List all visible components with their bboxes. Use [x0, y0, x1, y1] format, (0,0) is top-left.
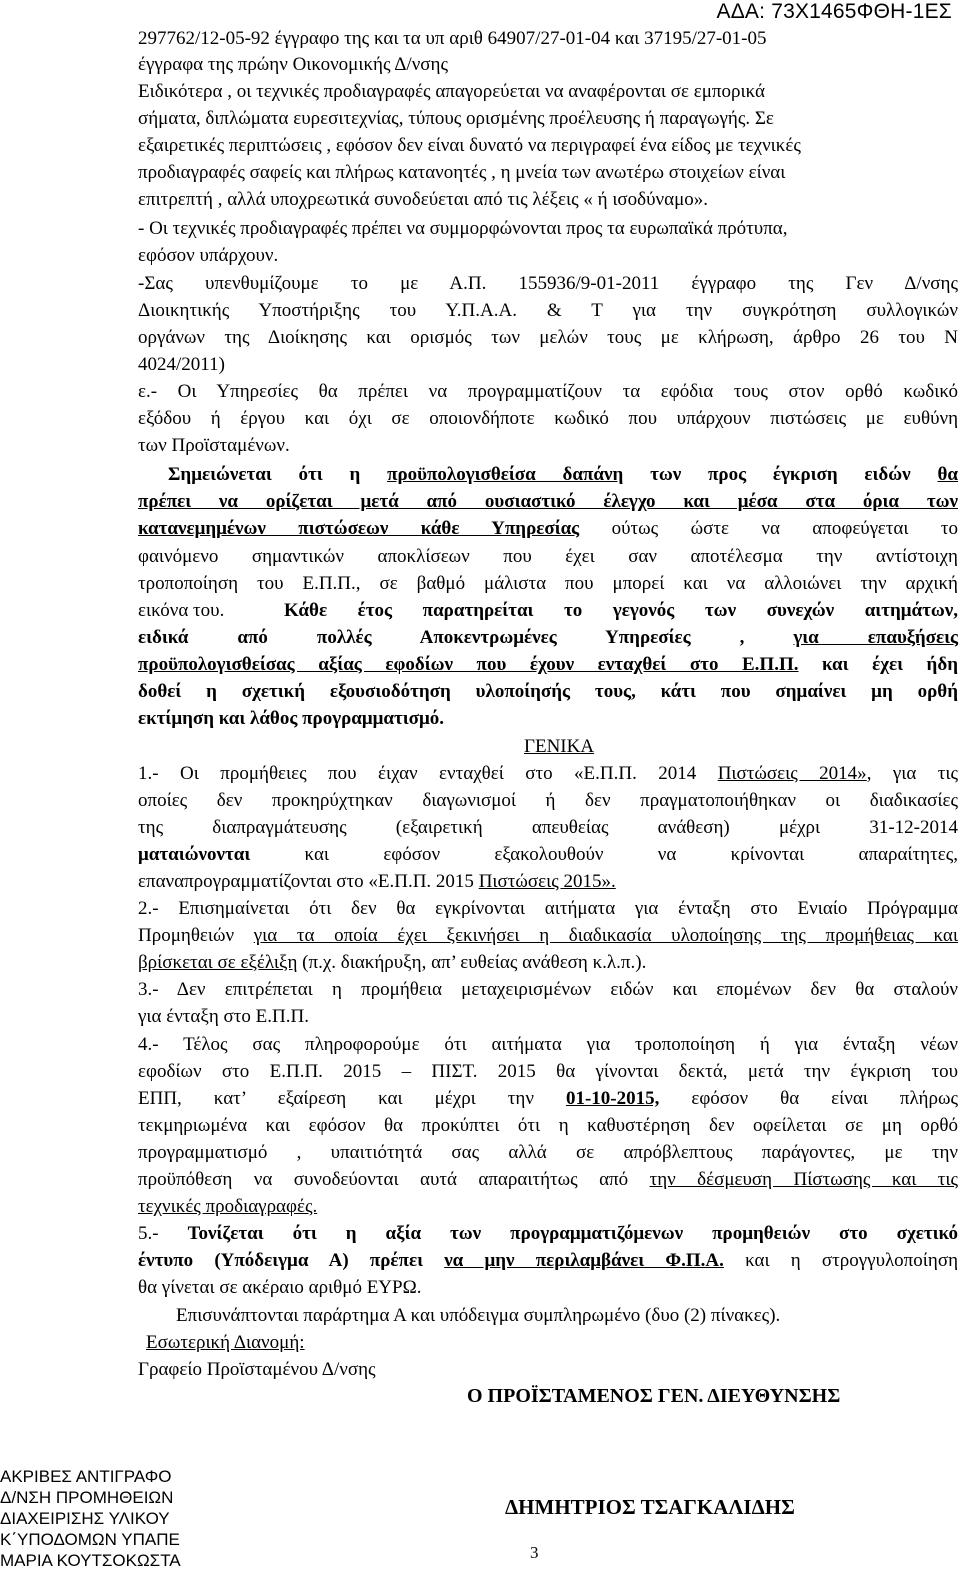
stamp-line: ΑΚΡΙΒΕΣ ΑΝΤΙΓΡΑΦΟ — [0, 1467, 172, 1486]
text-line: εφόσον υπάρχουν. — [138, 245, 279, 266]
text-line: εξόδου ή έργου και όχι σε οποιονδήποτε κωδικό που υπάρχουν πιστώσεις με ευθύνη — [138, 408, 958, 429]
distribution-heading: Εσωτερική Διανομή: — [146, 1332, 305, 1353]
text-line: -Σας υπενθυμίζουμε το με Α.Π. 155936/9-01-2011 έγγραφο της Γεν Δ/νσης — [138, 273, 958, 294]
stamp-line: ΔΙΑΧΕΙΡΙΣΗΣ ΥΛΙΚΟΥ — [0, 1509, 170, 1528]
text-span: ματαιώνονται — [138, 844, 251, 865]
text-span: Σημειώνεται ότι η — [168, 464, 388, 485]
text-span: προϋπολογισθείσας αξίας εφοδίων που έχουν ενταχθεί στο Ε.Π.Π. — [138, 654, 799, 675]
text-line: για ένταξη στο Ε.Π.Π. — [138, 1006, 309, 1027]
text-line — [138, 1223, 958, 1245]
text-line: της διαπραγμάτευσης (εξαιρετική απευθείας ανάθεση) μέχρι 31-12-2014 — [138, 817, 958, 838]
text-line: οποίες δεν προκηρύχτηκαν διαγωνισμοί ή δεν πραγματοποιήθηκαν οι διαδικασίες — [138, 790, 958, 811]
text-line: εφοδίων στο Ε.Π.Π. 2015 – ΠΙΣΤ. 2015 θα γίνονται δεκτά, μετά την έγκριση του — [138, 1061, 958, 1082]
text-line: Ειδικότερα , οι τεχνικές προδιαγραφές απαγορεύεται να αναφέρονται σε εμπορικά — [138, 81, 765, 102]
text-line — [168, 464, 958, 486]
text-span: κατανεμημένων πιστώσεων κάθε Υπηρεσίας — [138, 518, 580, 539]
text-line — [138, 871, 616, 893]
text-line: πρέπει να ορίζεται μετά από ουσιαστικό έλεγχο και μέσα στα όρια των — [138, 491, 958, 512]
text-span: για τα οποία έχει ξεκινήσει η διαδικασία υλοποίησης της προμήθειας και — [253, 925, 958, 946]
text-span: έντυπο (Υπόδειγμα Α) πρέπει — [138, 1250, 445, 1271]
text-span: ούτως ώστε να αποφεύγεται το — [579, 518, 958, 539]
text-line: 2.- Επισημαίνεται ότι δεν θα εγκρίνονται αιτήματα για ένταξη στο Ενιαίο Πρόγραμμα — [138, 898, 958, 919]
text-line: 4024/2011) — [138, 354, 225, 375]
text-span: και έχει ήδη — [798, 654, 958, 675]
text-span: εφόσον θα είναι πλήρως — [659, 1088, 958, 1109]
text-span: την δέσμευση Πίστωσης και τις — [649, 1169, 958, 1190]
text-line — [138, 518, 958, 540]
signatory-name: ΔΗΜΗΤΡΙΟΣ ΤΣΑΓΚΑΛΙΔΗΣ — [505, 1495, 795, 1519]
text-line: φαινόμενο σημαντικών αποκλίσεων που έχει σαν αποτέλεσμα την αντίστοιχη — [138, 546, 958, 567]
text-line: 3.- Δεν επιτρέπεται η προμήθεια μεταχειρισμένων ειδών και επομένων δεν θα σταλούν — [138, 979, 958, 1000]
page-number: 3 — [530, 1543, 539, 1562]
text-line: Επισυνάπτονται παράρτημα Α και υπόδειγμα συμπληρωμένο (δυο (2) πίνακες). — [176, 1305, 781, 1326]
stamp-line: Δ/ΝΣΗ ΠΡΟΜΗΘΕΙΩΝ — [0, 1488, 174, 1507]
text-span: επαναπρογραμματίζονται στο «Ε.Π.Π. 2015 — [138, 871, 479, 892]
text-line: των Προϊσταμένων. — [138, 435, 290, 456]
text-line: δοθεί η σχετική εξουσιοδότηση υλοποίησής τους, κάτι που σημαίνει μη ορθή — [138, 681, 958, 702]
text-line — [138, 1250, 958, 1272]
text-span: προϋπόθεση να συνοδεύονται αυτά απαραιτήτως από — [138, 1169, 650, 1190]
text-line: - Οι τεχνικές προδιαγραφές πρέπει να συμμορφώνονται προς τα ευρωπαϊκά πρότυπα, — [138, 218, 788, 239]
text-span: Προμηθειών — [138, 925, 254, 946]
text-span: 01-10-2015, — [565, 1088, 660, 1109]
text-line: τεχνικές προδιαγραφές. — [138, 1196, 318, 1217]
text-span: ειδικά από πολλές Αποκεντρωμένες Υπηρεσίες , — [138, 627, 794, 648]
text-line: εξαιρετικές περιπτώσεις , εφόσον δεν είναι δυνατό να περιγραφεί ένα είδος με τεχνικές — [138, 135, 801, 156]
text-line — [138, 925, 958, 947]
text-span: ΕΠΠ, κατ’ εξαίρεση και μέχρι την — [138, 1088, 566, 1109]
text-span: για επαυξήσεις — [793, 627, 959, 648]
text-span: των προς έγκριση ειδών — [623, 464, 938, 485]
copy-stamp — [0, 1466, 181, 1571]
text-line: τροποποίηση του Ε.Π.Π., σε βαθμό μάλιστα που μπορεί και να αλλοιώνει την αρχική — [138, 573, 958, 594]
text-span: Τονίζεται ότι η αξία των προγραμματιζόμενων προμηθειών στο σχετικό — [187, 1223, 958, 1244]
text-line: έγγραφα της πρώην Οικονομικής Δ/νσης — [138, 54, 448, 75]
text-line — [138, 844, 958, 866]
text-line: προγραμματισμό , υπαιτιότητά σας αλλά σε απρόβλεπτους παράγοντες, με την — [138, 1142, 958, 1163]
text-span: Πιστώσεις 2015». — [478, 871, 616, 892]
text-span: , για τις — [866, 763, 959, 784]
text-span: και η στρογγυλοποίηση — [723, 1250, 959, 1271]
text-line: προδιαγραφές σαφείς και πλήρως κατανοητές , η μνεία των ανωτέρω στοιχείων είναι — [138, 162, 786, 183]
text-line: 297762/12-05-92 έγγραφο της και τα υπ αριθ 64907/27-01-04 και 37195/27-01-05 — [138, 28, 767, 49]
text-line — [138, 1088, 958, 1110]
text-line: Γραφείο Προϊσταμένου Δ/νσης — [138, 1359, 376, 1380]
text-span: 5.- — [138, 1223, 188, 1244]
text-span: και εφόσον εξακολουθούν να κρίνονται απαραίτητες, — [250, 844, 958, 865]
text-span: Πιστώσεις 2014» — [717, 763, 867, 784]
text-line: εικόνα του. — [138, 600, 225, 621]
text-line: τεκμηριωμένα και εφόσον θα προκύπτει ότι η καθυστέρηση δεν οφείλεται σε μη ορθό — [138, 1115, 958, 1136]
text-line — [138, 654, 958, 676]
text-line: οργάνων της Διοίκησης και ορισμός των μελών τους με κλήρωση, άρθρο 26 του Ν — [138, 327, 958, 348]
stamp-line: Κ΄ΥΠΟΔΟΜΩΝ ΥΠΑΠΕ — [0, 1530, 180, 1549]
text-line: ε.- Οι Υπηρεσίες θα πρέπει να προγραμματίζουν τα εφόδια τους στον ορθό κωδικό — [138, 381, 958, 402]
text-span: να μην περιλαμβάνει Φ.Π.Α. — [444, 1250, 724, 1271]
text-line: σήματα, διπλώματα ευρεσιτεχνίας, τύπους ορισμένης προέλευσης ή παραγωγής. Σε — [138, 108, 774, 129]
text-line — [138, 763, 958, 785]
text-line: Κάθε έτος παρατηρείται το γεγονός των συνεχών αιτημάτων, — [284, 600, 958, 621]
ada-header: ΑΔΑ: 73Χ1465ΦΘΗ-1ΕΣ — [716, 0, 952, 23]
text-line — [138, 952, 646, 974]
text-span: θα — [937, 464, 958, 485]
text-span: βρίσκεται σε εξέλιξη — [138, 952, 298, 973]
text-span: 1.- Οι προμήθειες που έιχαν ενταχθεί στο «Ε.Π.Π. 2014 — [138, 763, 718, 784]
signatory-title: Ο ΠΡΟΪΣΤΑΜΕΝΟΣ ΓΕΝ. ΔΙΕΥΘΥΝΣΗΣ — [467, 1385, 841, 1407]
text-span: (π.χ. διακήρυξη, απ’ ευθείας ανάθεση κ.λ.π.). — [297, 952, 647, 973]
text-line — [138, 627, 958, 649]
stamp-line: ΜΑΡΙΑ ΚΟΥΤΣΟΚΩΣΤΑ — [0, 1551, 181, 1570]
text-span: προϋπολογισθείσα δαπάνη — [387, 464, 624, 485]
text-line: επιτρεπτή , αλλά υποχρεωτικά συνοδεύεται από τις λέξεις « ή ισοδύναμο». — [138, 189, 709, 210]
text-line: εκτίμηση και λάθος προγραμματισμό. — [138, 708, 445, 729]
text-line — [138, 1169, 958, 1191]
text-line: Διοικητικής Υποστήριξης του Υ.Π.Α.Α. & Τ για την συγκρότηση συλλογικών — [138, 300, 958, 321]
text-line: θα γίνεται σε ακέραιο αριθμό ΕΥΡΩ. — [138, 1277, 422, 1298]
text-line: 4.- Τέλος σας πληροφορούμε ότι αιτήματα για τροποποίηση ή για ένταξη νέων — [138, 1034, 958, 1055]
section-heading: ΓΕΝΙΚΑ — [524, 736, 595, 757]
